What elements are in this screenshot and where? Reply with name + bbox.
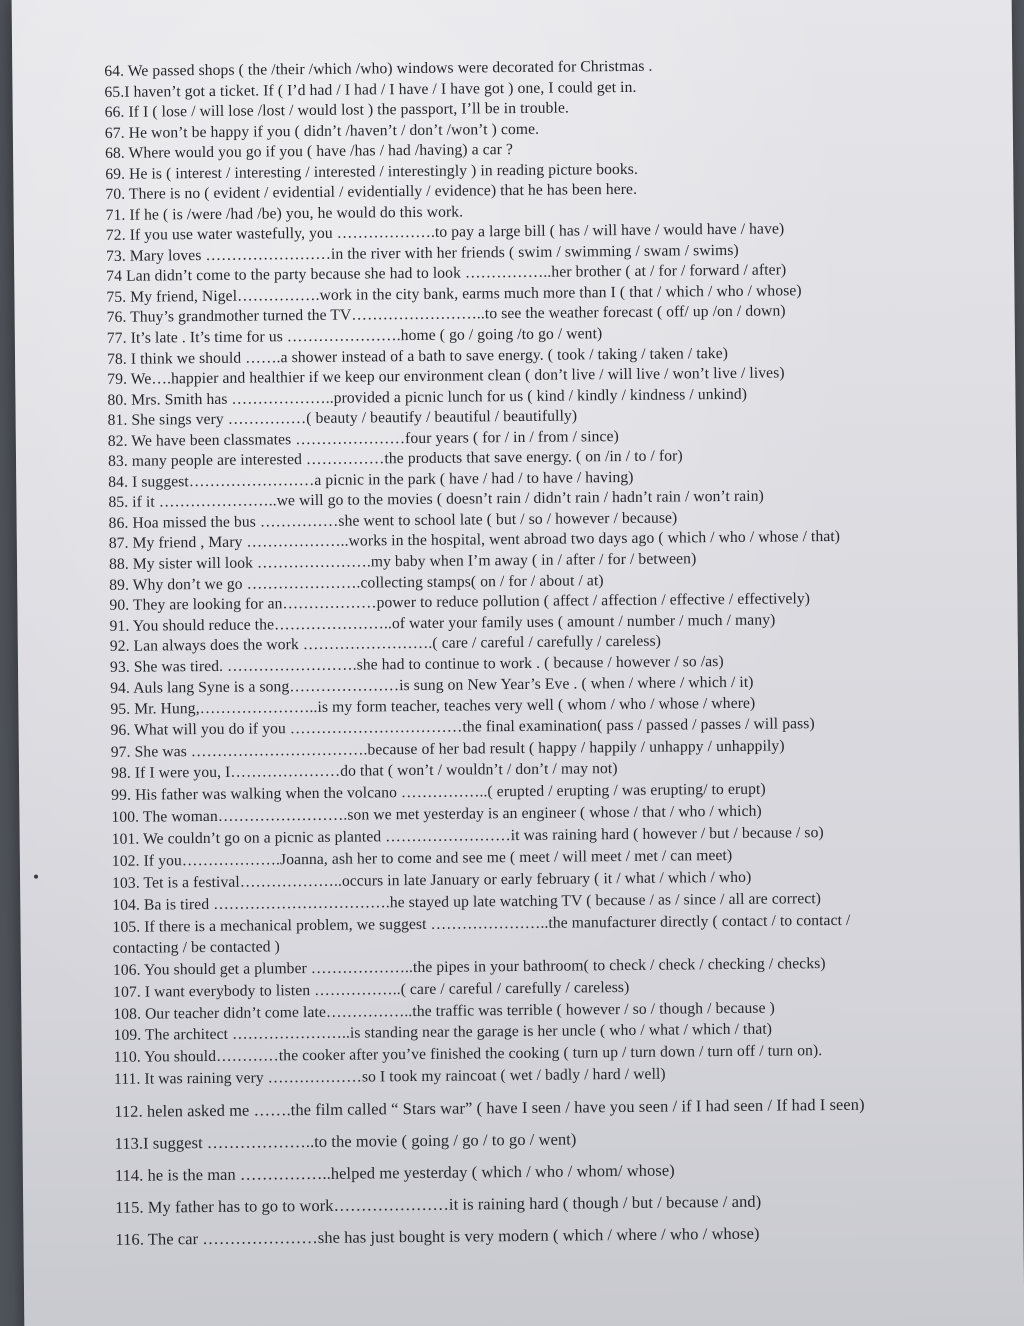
question-88: 88. My sister will look ………………….my baby when I’m away ( in / after / for / between) — [108, 550, 697, 573]
question-78: 78. I think we should …….a shower instead of a bath to save energy. ( took / taking / taken / take) — [106, 344, 729, 368]
question-108: 108. Our teacher didn’t come late……………..the traffic was terrible ( however / so / though / because ) — [113, 999, 775, 1023]
question-102: 102. If you……………….Joanna, ash her to come and see me ( meet / will meet / met / can meet) — [111, 846, 733, 870]
question-79: 79. We….happier and healthier if we keep our environment clean ( don’t live / will live / won’t live / lives) — [107, 364, 785, 388]
question-82: 82. We have been classmates …………………four years ( for / in / from / since) — [107, 428, 619, 450]
question-110: 110. You should…………the cooker after you’ve finished the cooking ( turn up / turn down / turn off / turn on). — [113, 1042, 823, 1066]
pen-dot-mark — [34, 875, 38, 879]
worksheet-paper — [12, 0, 1024, 1326]
question-111: 111. It was raining very ………………so I took my raincoat ( wet / badly / hard / well) — [113, 1065, 666, 1088]
question-68: 68. Where would you go if you ( have /has / had /having) a car ? — [104, 141, 514, 162]
question-105-continued: contacting / be contacted ) — [112, 938, 281, 957]
question-71: 71. If he ( is /were /had /be) you, he would do this work. — [105, 203, 464, 224]
question-72: 72. If you use water wastefully, you ……………….to pay a large bill ( has / will have / would have / have) — [105, 220, 785, 244]
question-85: 85. if it …………………..we will go to the movies ( doesn’t rain / didn’t rain / hadn’t rain / won’t rain) — [108, 487, 764, 511]
question-70: 70. There is no ( evident / evidential / evidentially / evidence) that he has been here. — [105, 180, 638, 203]
question-96: 96. What will you do if you ……………………………the final examination( pass / passed / passes / will pass) — [110, 715, 815, 739]
question-80: 80. Mrs. Smith has ………………..provided a picnic lunch for us ( kind / kindly / kindness / unkind) — [107, 385, 748, 409]
question-107: 107. I want everybody to listen ……………..( care / careful / carefully / careless) — [113, 978, 630, 1001]
question-98: 98. If I were you, I…………………do that ( won’t / wouldn’t / don’t / may not) — [110, 760, 618, 782]
question-77: 77. It’s late . It’s time for us ………………….home ( go / going /to go / went) — [106, 325, 603, 347]
question-76: 76. Thuy’s grandmother turned the TV……………………..to see the weather forecast ( off/ up /on / down) — [106, 302, 786, 326]
question-66: 66. If I ( lose / will lose /lost / would lost ) the passport, I’ll be in trouble. — [104, 99, 570, 121]
question-74: 74 Lan didn’t come to the party because she had to look ……………..her brother ( at / for / forward / after) — [106, 261, 787, 285]
question-95: 95. Mr. Hung,…………………..is my form teacher, teaches very well ( whom / who / whose / where) — [110, 694, 756, 718]
question-67: 67. He won’t be happy if you ( didn’t /haven’t / don’t /won’t ) come. — [104, 120, 540, 142]
question-114: 114. he is the man ……………..helped me yesterday ( which / who / whom/ whose) — [114, 1160, 675, 1185]
question-115: 115. My father has to go to work…………………it is raining hard ( though / but / because / and) — [115, 1191, 762, 1217]
question-101: 101. We couldn’t go on a picnic as planted ……………………it was raining hard ( however / but / because / so) — [111, 824, 824, 848]
question-75: 75. My friend, Nigel…………….work in the city bank, earms much more than I ( that / which / who / whose) — [106, 282, 802, 306]
question-99: 99. His father was walking when the volcano ……………..( erupted / erupting / was erupting/ to erupt) — [111, 780, 766, 804]
question-112: 112. helen asked me …….the film called “ Stars war” ( have I seen / have you seen / if I had seen / If had I seen) — [114, 1094, 865, 1121]
question-103: 103. Tet is a festival………………..occurs in late January or early february ( it / what / which / who) — [112, 868, 752, 892]
question-104: 104. Ba is tired …………………………….he stayed up late watching TV ( because / as / since / all are correct) — [112, 890, 822, 914]
question-65: 65.I haven’t got a ticket. If ( I’d had / I had / I have / I have got ) one, I could get in. — [104, 78, 637, 101]
question-100: 100. The woman…………………….son we met yesterday is an engineer ( whose / that / who / which) — [111, 802, 762, 826]
question-list — [104, 53, 984, 1249]
question-113: 113.I suggest ………………..to the movie ( going / go / to go / went) — [114, 1129, 577, 1153]
question-94: 94. Auls lang Syne is a song…………………is sung on New Year’s Eve . ( when / where / which / it) — [110, 673, 754, 697]
question-97: 97. She was …………………………….because of her bad result ( happy / happily / unhappy / unhappily) — [110, 737, 785, 761]
question-91: 91. You should reduce the…………………..of water your family uses ( amount / number / much / many) — [109, 611, 776, 635]
question-86: 86. Hoa missed the bus ……………she went to school late ( but / so / however / because) — [108, 509, 678, 532]
question-105: 105. If there is a mechanical problem, we suggest …………………..the manufacturer directly ( contact / to contact / — [112, 911, 851, 936]
question-90: 90. They are looking for an………………power to reduce pollution ( affect / affection / effective / effectively) — [109, 590, 811, 614]
question-84: 84. I suggest……………………a picnic in the park ( have / had / to have / having) — [108, 468, 634, 491]
question-64: 64. We passed shops ( the /their /which /who) windows were decorated for Christmas . — [104, 57, 653, 80]
question-89: 89. Why don’t we go ………………….collecting stamps( on / for / about / at) — [109, 572, 604, 594]
question-87: 87. My friend , Mary ………………..works in the hospital, went abroad two days ago ( which / who / whose / that) — [108, 527, 841, 552]
question-106: 106. You should get a plumber ………………..the pipes in your bathroom( to check / check / checking / checks) — [112, 955, 826, 979]
question-109: 109. The architect …………………..is standing near the garage is her uncle ( who / what / which / that) — [113, 1020, 773, 1044]
question-83: 83. many people are interested ……………the products that save energy. ( on /in / to / for) — [107, 447, 683, 470]
question-93: 93. She was tired. …………………….she had to continue to work . ( because / however / so /as) — [109, 653, 724, 676]
question-81: 81. She sings very ……………( beauty / beautify / beautiful / beautifully) — [107, 407, 578, 429]
question-73: 73. Mary loves ……………………in the river with her friends ( swim / swimming / swam / swims) — [105, 241, 739, 265]
question-92: 92. Lan always does the work …………………….( care / careful / carefully / careless) — [109, 632, 662, 655]
question-69: 69. He is ( interest / interesting / interested / interestingly ) in reading picture books. — [105, 160, 639, 183]
question-116: 116. The car …………………she has just bought is very modern ( which / where / who / whose) — [115, 1223, 760, 1249]
